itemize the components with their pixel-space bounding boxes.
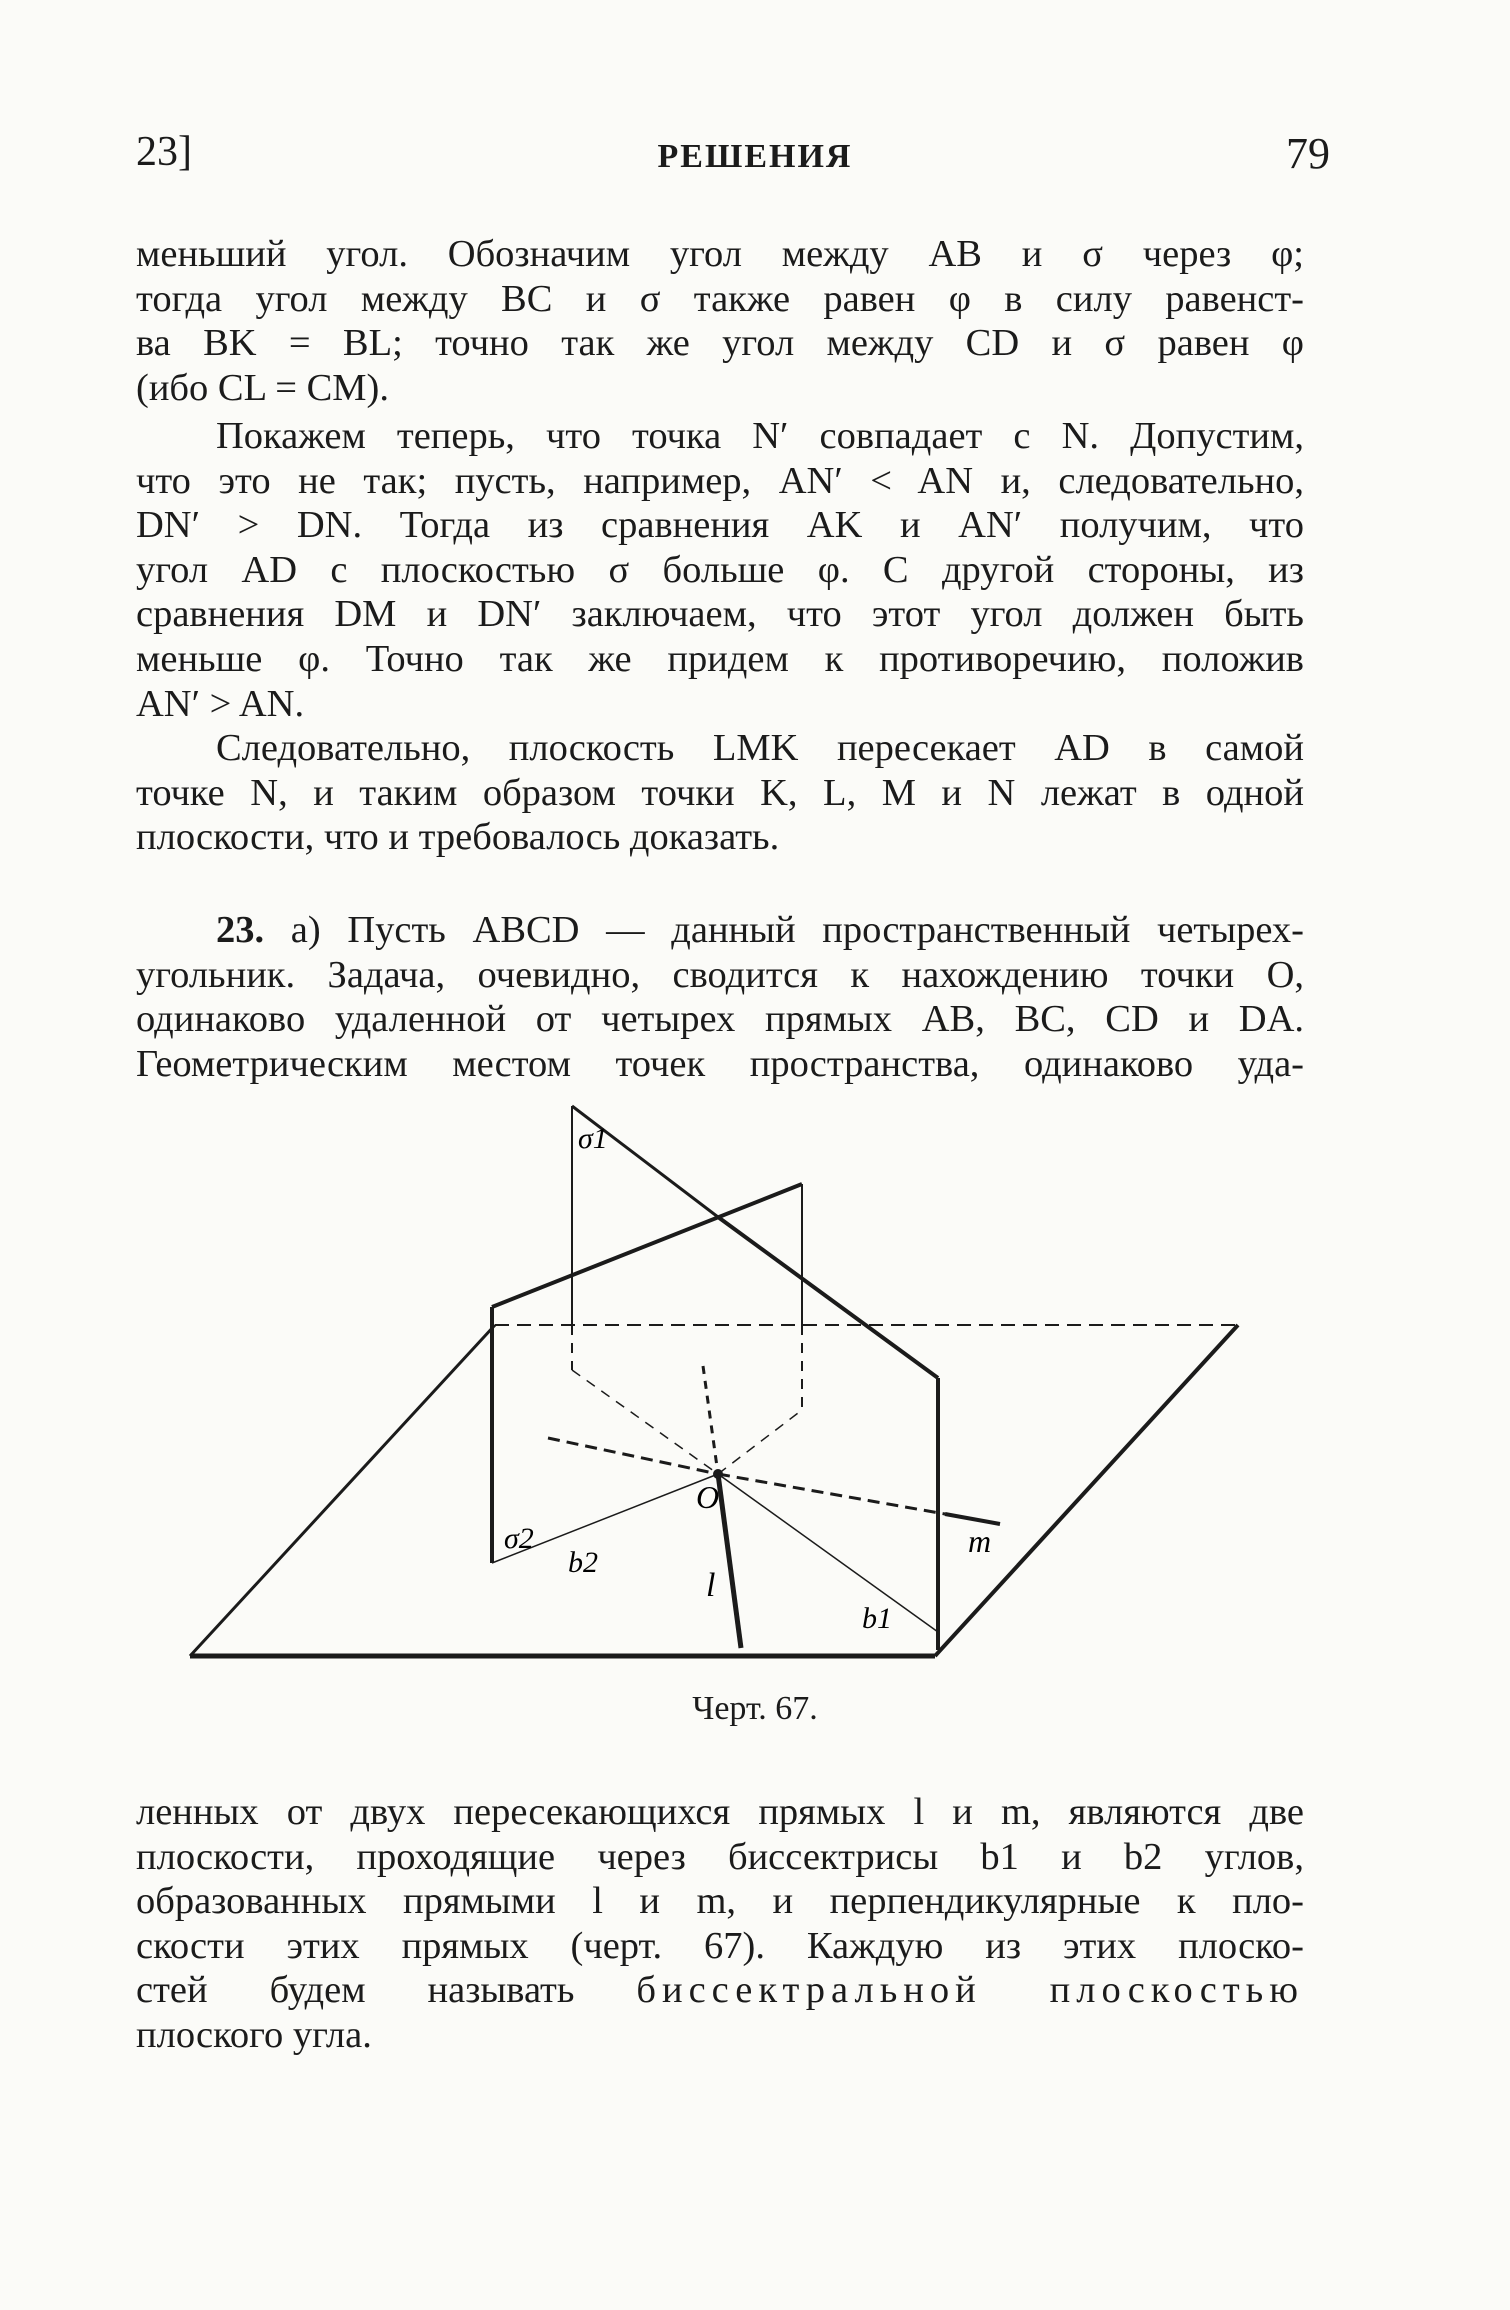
label-b2: b2 [568,1546,598,1579]
sigma1-base-line [718,1474,938,1632]
text-line: угол AD с плоскостью σ больше φ. С другой стороны, из [136,548,1304,591]
paragraph-3 [136,726,1304,860]
text-line: ва BK = BL; точно так же угол между CD и σ равен φ [136,322,1304,365]
text-line: DN′ > DN. Тогда из сравнения AK и AN′ получим, что [136,504,1304,547]
text-line: сравнения DM и DN′ заключаем, что этот угол должен быть [136,593,1304,636]
paragraph-1 [136,232,1304,410]
text-line: Следовательно, плоскость LMK пересекает AD в самой [216,727,1304,769]
section-number: 23] [136,129,192,175]
text-line: плоскости, проходящие через биссектрисы b1 и b2 углов, [136,1835,1304,1878]
text-line: Покажем теперь, что точка N′ совпадает с N. Допустим, [216,415,1304,457]
problem-first-line: а) Пусть ABCD — данный пространственный четырех- [290,909,1304,951]
text-line [136,908,1304,953]
plane-sigma2 [492,1184,802,1563]
text-line: меньший угол. Обозначим угол между AB и σ через φ; [136,233,1304,275]
text-line: меньше φ. Точно так же придем к противоречию, положив [136,637,1304,680]
problem-23 [136,908,1304,1086]
label-l: l [706,1567,716,1604]
text-line: ленных от двух пересекающихся прямых l и m, являются две [136,1791,1304,1833]
plane-right-edge [935,1325,1238,1656]
text-line: точке N, и таким образом точки K, L, M и N лежат в одной [136,771,1304,814]
text-line: (ибо CL = CM). [136,366,389,409]
text-line: одинаково удаленной от четырех прямых AB, BC, CD и DA. [136,998,1304,1041]
label-sigma2: σ2 [504,1522,534,1555]
page-number: 79 [1286,129,1330,178]
sigma1-top-edge-front [718,1217,938,1378]
text-line-part: стей будем называть [136,1969,637,2012]
point-o [713,1469,723,1479]
figure-67 [0,1090,1510,1670]
label-b1: b1 [862,1602,892,1635]
paragraph-2 [136,414,1304,726]
plane-sigma1 [572,1106,938,1650]
text-line: AN′ > AN. [136,682,305,725]
text-line [136,1968,1304,2013]
line-l-hidden [703,1366,718,1474]
figure-caption: Черт. 67. [692,1690,818,1727]
problem-number: 23. [216,909,265,951]
line-l [718,1474,741,1648]
text-line: тогда угол между BC и σ также равен φ в силу равенст- [136,277,1304,320]
label-sigma1: σ1 [578,1122,608,1155]
label-m: m [968,1523,992,1559]
spaced-term: биссектральной плоскостью [636,1969,1304,2012]
text-line: угольник. Задача, очевидно, сводится к нахождению точки O, [136,953,1304,996]
line-m-hidden-right [718,1474,945,1514]
text-line: что это не так; пусть, например, AN′ < AN и, следовательно, [136,459,1304,502]
text-line: плоскости, что и требовалось доказать. [136,816,780,859]
label-o: O [696,1479,720,1515]
lines-l-m [548,1366,1000,1648]
paragraph-5 [136,1790,1304,2058]
text-line: Геометрическим местом точек пространства, одинаково уда- [136,1042,1304,1085]
text-line: плоского угла. [136,2013,372,2056]
plane-left-edge [190,1325,495,1656]
sigma2-hidden-base [718,1410,802,1474]
text-line: скости этих прямых (черт. 67). Каждую из этих плоско- [136,1924,1304,1967]
text-line: образованных прямыми l и m, и перпендикулярные к пло- [136,1880,1304,1923]
running-title: РЕШЕНИЯ [657,138,853,175]
